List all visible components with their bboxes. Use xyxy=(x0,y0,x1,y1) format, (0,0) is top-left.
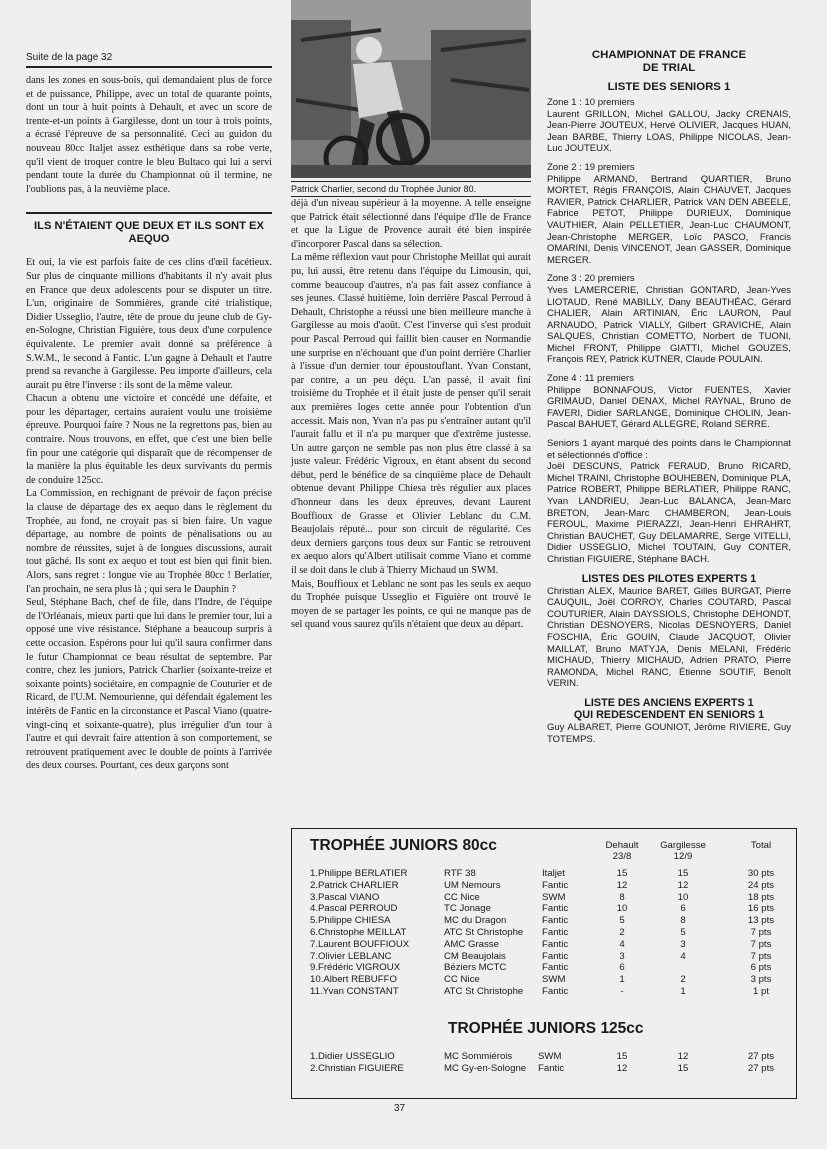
rider-brand: Fantic xyxy=(538,1063,565,1074)
rider-brand: Italjet xyxy=(542,868,565,879)
score-gargilesse: 4 xyxy=(680,950,686,962)
header-dehault-date: 23/8 xyxy=(612,851,632,862)
rider-name: 6.Christophe MEILLAT xyxy=(310,927,407,938)
zone-heading: Zone 2 : 19 premiers xyxy=(547,161,635,173)
score-gargilesse: 10 xyxy=(677,891,689,903)
article-column-middle xyxy=(291,0,531,632)
rider-brand: Fantic xyxy=(542,903,569,915)
header-dehault-label: Dehault xyxy=(605,840,639,851)
score-gargilesse: 12 xyxy=(677,1051,689,1062)
continuation-note: Suite de la page 32 xyxy=(26,52,272,68)
article-paragraph: Seul, Stéphane Bach, chef de file, dans l'Indre, de l'équipe de l'Orléanais, mieux parti que lui dans le premier tour, lui a opposé une vive résistance. Stéphane a beaucoup surpris à cette occasion. Espérons pour lui qu'il saura confirmer dans le futur Championnat ce beau résultat de septembre. Par contre, chez les juniors, Patrick Charlier (soixante-treize et soixante points) sociétaire, en compagnie de Couturier et de Ricard, de l'U.M. Nemourienne, qui défendait également les intérêts de Fantic en la circonstance et Pascal Viano (quatre-vingt-cinq et soixante-quatre), plus irrégulier d'un tour à l'autre et qui devrait faire attention à son comportement, se retrouvent pratiquement avec le double de points à l'arrivée des deux courses. Pourtant, ces deux garçons sont xyxy=(26,597,272,772)
total-points: 18 pts xyxy=(747,891,775,903)
score-dehault: 1 xyxy=(619,974,625,986)
score-gargilesse: 15 xyxy=(677,1063,689,1074)
anciens-list: Guy ALBARET, Pierre GOUNIOT, Jérôme RIVIERE, Guy TOTEMPS. xyxy=(547,721,791,745)
rider-photo xyxy=(291,0,531,178)
article-paragraph: Chacun a obtenu une victoire et concédé une défaite, et pour les départager, certains auraient voulu une troisième épreuve. Pourquoi faire ? Nous ne la regrettons pas, bien au contraire. Nous trouvons, en effet, que c'est une bien belle fin pour une catégorie qui disparaît que de récompenser de la manière la plus équitable les deux survivants du permis de conduire 125cc. xyxy=(26,393,272,486)
total-points: 30 pts xyxy=(747,868,775,879)
rider-name: 1.Didier USSEGLIO xyxy=(310,1051,395,1062)
anciens-title-line2: QUI REDESCENDENT EN SENIORS 1 xyxy=(573,708,765,721)
total-points: 7 pts xyxy=(750,938,772,950)
zone-1-list xyxy=(547,97,791,155)
rider-club: CM Beaujolais xyxy=(444,950,506,962)
rider-name: 3.Pascal VIANO xyxy=(310,891,380,903)
score-dehault: 5 xyxy=(619,915,625,927)
rider-brand: Fantic xyxy=(542,879,569,891)
experts-list-title: LISTES DES PILOTES EXPERTS 1 xyxy=(581,572,757,585)
score-gargilesse: 3 xyxy=(680,938,686,950)
rider-name: 7.Laurent BOUFFIOUX xyxy=(310,938,410,950)
seniors-list-title: LISTE DES SENIORS 1 xyxy=(607,81,731,93)
seniors-riders: Joël DESCUNS, Patrick FERAUD, Bruno RICARD, Michel TRAINI, Christophe BOUHEBEN, Dominique PLA, Patrice ROBERT, Philippe BERLATIER, Philippe RANC, Yvan LANDRIEU, Jean-Luc BALANCA, Jean-Marc BRETON, Jean-Marc CHAMBERON, Jean-Louis FEROUL, Maxime PIERAZZI, Jean-Henri EHRAHRT, Christian BAUCHET, Guy DELAMARRE, Serge VITELLI, Didier USSEGLIO, Michel TOUTAIN, Guy CONTER, Christian FIGUIERE, Stéphane BACH. xyxy=(547,461,791,565)
article-subheading: ILS N'ÉTAIENT QUE DEUX ET ILS SONT EX AEQUO xyxy=(26,212,272,246)
zone-3-list xyxy=(547,273,791,366)
rider-name: 9.Frédéric VIGROUX xyxy=(310,962,401,974)
score-dehault: 12 xyxy=(616,879,628,891)
article-paragraph: La Commission, en rechignant de prévoir de façon précise la clause de départage des ex aequo dans le règlement du Trophée, au fond, ne croyait pas si bien faire. Un vague départage, au nombre de points de pénalisations ou au nombre de réussites, sujet à de longues discussions, aurait tout gâché. Ils sont ex aequo et tout est bien qui finit bien. Alors, sans regret : longue vie au Trophée 80cc ! Berlatier, l'an prochain, ne sera plus là ; qui sera le Dauphin ? xyxy=(26,488,272,595)
score-gargilesse: 5 xyxy=(680,927,686,938)
score-dehault: 8 xyxy=(619,891,625,903)
rider-club: RTF 38 xyxy=(444,868,476,879)
rider-name: 7.Olivier LEBLANC xyxy=(310,950,392,962)
rider-name: 11.Yvan CONSTANT xyxy=(310,986,399,997)
rider-club: UM Nemours xyxy=(444,879,501,891)
score-gargilesse: 1 xyxy=(680,986,686,997)
rider-club: Béziers MCTC xyxy=(444,962,507,974)
rider-brand: SWM xyxy=(538,1051,562,1062)
total-points: 27 pts xyxy=(747,1063,775,1074)
photo-caption: Patrick Charlier, second du Trophée Junior 80. xyxy=(291,181,531,197)
championship-title-line1: CHAMPIONNAT DE FRANCE xyxy=(591,49,747,61)
championship-title-line2: DE TRIAL xyxy=(642,62,696,74)
article-paragraph: Et oui, la vie est parfois faite de ces clins d'œil facétieux. Sur plus de cinquante millions d'habitants il n'y avait plus en France que deux adolescents pour se disputer un titre. L'un, originaire de Sommières, grande cité trialistique, Didier Usseglio, l'autre, tête de proue du jeune club de Gy-en-Sologne, Christian Figuière, tous deux d'une corpulence équivalente. Le premier avait donné sa préférence à S.W.M., le second à Fantic. L'un gagne à Dehault et l'autre prend sa revanche à Gargilesse. Peu importe d'ailleurs, cela aurait pu être l'inverse : ils sont de la même valeur. xyxy=(26,257,272,391)
score-gargilesse: 6 xyxy=(680,903,686,915)
rider-brand: Fantic xyxy=(542,950,569,962)
zone-heading: Zone 1 : 10 premiers xyxy=(547,97,635,108)
zone-4-list xyxy=(547,373,791,431)
score-dehault: - xyxy=(620,986,624,997)
header-gargilesse-label: Gargilesse xyxy=(660,840,706,851)
article-paragraph: Mais, Bouffioux et Leblanc ne sont pas les seuls ex aequo du Trophée puisque Usseglio et Figuière ont trouvé le moyen de se partager les points, ce qui ne manque pas de sel quand vous saurez qu'ils n'étaient que deux au départ. xyxy=(291,578,531,631)
rider-club: CC Nice xyxy=(444,974,480,986)
rider-name: 5.Philippe CHIESA xyxy=(310,915,391,927)
zone-riders: Laurent GRILLON, Michel GALLOU, Jacky CRENAIS, Jean-Pierre JOUTEUX, Hervé OLIVIER, Jacques HUAN, Jean BARBE, Thierry LOAS, Philippe NICOLAS, Jean-Luc JOUTEUX. xyxy=(547,108,791,155)
total-points: 16 pts xyxy=(747,903,775,915)
header-gargilesse-date: 12/9 xyxy=(673,851,693,862)
score-dehault: 4 xyxy=(619,938,625,950)
rider-name: 2.Patrick CHARLIER xyxy=(310,879,399,891)
rider-club: MC Sommiérois xyxy=(444,1051,513,1062)
total-points: 7 pts xyxy=(750,927,772,938)
zone-heading: Zone 3 : 20 premiers xyxy=(547,273,635,285)
total-points: 7 pts xyxy=(750,950,772,962)
zone-riders: Philippe ARMAND, Bertrand QUARTIER, Bruno MORTET, Régis FRANÇOIS, Alain CHAUVET, Jacques RAVIER, Patrick CHARLIER, Patrick VAN DEN ABEELE, Fabrice PETOT, Philippe DURIEUX, Dominique VAUTHIER, Alain PELLETIER, Jean-Luc CHAUMONT, Jean-Christophe MERGER, Loïc PASCO, Francis OMARINI, Denis VINCENOT, Jean GASSER, Dominique MERGER. xyxy=(547,173,791,266)
rider-club: ATC St Christophe xyxy=(444,927,524,938)
results-box xyxy=(291,828,797,1099)
score-gargilesse: 15 xyxy=(677,868,689,879)
rider-club: CC Nice xyxy=(444,891,480,903)
article-paragraph: La même réflexion vaut pour Christophe Meillat qui aurait pu, lui aussi, être retenu dans l'équipe du Limousin, qui, comme beaucoup d'autres, n'a pas fait assez confiance à ses jeunes. Classé huitième, loin derrière Pascal Perroud à Dehault, Christophe a réussi une bien meilleure manche à Gargilesse au mois d'août. C'est l'inverse qui s'est produit pour Pascal Perroud qui faillit bien causer en Normandie une surprise en n'échouant que d'un point derrière Charlier à l'issue d'un dernier tour époustouflant. Yvan Constant, par contre, a un peu déçu. L'an passé, il avait fini troisième du Trophée et il était juste de penser qu'il serait aux premières loges cette année pour l'obtention d'un accessit. Mais non, Yvan n'a pas pu s'entraîner autant qu'il l'aurait fallu et il n'a pu marquer que d'extrême justesse. Un autre garçon ne semble pas non plus être classé à sa juste valeur. Frédéric Vigroux, en étant absent du second début, perd le bénéfice de sa cinquième place de Dehault obtenue devant Philippe Chiesa très régulier aux places d'honneur dans les deux épreuves, devant Laurent Bouffioux de Grasse et Olivier Leblanc du C.M. Beaujolais réputé... pour son circuit de régularité. Ces deux derniers garçons tous deux sur Fantic se retrouvent ex aequo alors qu'Albert utilisait comme Viano et comme il se doit dans le club à Thierry Michaud un SWM. xyxy=(291,252,531,577)
score-gargilesse: 2 xyxy=(680,974,686,986)
rider-name: 4.Pascal PERROUD xyxy=(310,903,398,915)
score-dehault: 3 xyxy=(619,950,625,962)
article-paragraph: déjà d'un niveau supérieur à la moyenne. A telle enseigne que Patrick était sélectionné dans l'équipe d'Ile de France et que la Ligue de Provence aurait été bien inspirée d'incorporer Pascal dans sa sélection. xyxy=(291,198,531,250)
rider-name: 10.Albert REBUFFO xyxy=(310,974,397,986)
header-gargilesse xyxy=(648,840,718,862)
rider-club: TC Jonage xyxy=(444,903,491,915)
total-points: 3 pts xyxy=(750,974,772,986)
score-dehault: 12 xyxy=(616,1063,628,1074)
rider-brand: Fantic xyxy=(542,938,569,950)
rider-brand: SWM xyxy=(542,974,566,986)
score-gargilesse: 8 xyxy=(680,915,686,927)
championship-lists-column xyxy=(547,0,791,752)
total-points: 27 pts xyxy=(747,1051,775,1062)
zone-2-list xyxy=(547,162,791,266)
trophy-125-title: TROPHÉE JUNIORS 125cc xyxy=(448,1020,644,1037)
rider-brand: SWM xyxy=(542,891,566,903)
experts-list: Christian ALEX, Maurice BARET, Gilles BURGAT, Pierre CAUQUIL, Joël CORROY, Charles COUTARD, Pascal COUTURIER, Alain DAYSSIOLS, Christophe DEHONDT, Christian DESNOYERS, Nicolas DESNOYERS, Daniel FOSCHIA, Éric GOUIN, Claude JACQUOT, Olivier MAILLAT, Bruno MATYJA, Denis MELANI, Frédéric MICHAUD, Thierry MICHAUD, Adrien PRATO, Pierre RAMONDA, Michel RANC, Étienne SOUTIF, Benoît VERIN. xyxy=(547,585,791,690)
score-dehault: 15 xyxy=(616,868,628,879)
seniors-selected-list xyxy=(547,438,791,566)
score-dehault: 6 xyxy=(619,962,625,974)
rider-club: AMC Grasse xyxy=(444,938,499,950)
score-dehault: 10 xyxy=(616,903,628,915)
article-paragraph: dans les zones en sous-bois, qui demandaient plus de force et de puissance, Philippe, avec un total de quarante points, dont un tour à huit points à Dehault, et avec un score de trente-et-un points à Gargilesse, dont un tour à trois points, a écrasé l'épreuve de sa personnalité. Ceci au guidon du nouveau 80cc Italjet assez esthétique dans sa robe verte, qu'il vient de troquer contre le bleu Bultaco qui lui a servi pendant toute la durée du Championnat où il termine, ne l'oublions pas, à la neuvième place. xyxy=(26,75,272,195)
total-points: 1 pt xyxy=(752,986,769,997)
page-number: 37 xyxy=(394,1103,406,1114)
rider-name: 1.Philippe BERLATIER xyxy=(310,868,408,879)
score-gargilesse: 12 xyxy=(677,879,689,891)
championship-title xyxy=(547,49,791,75)
rider-name: 2.Christian FIGUIERE xyxy=(310,1063,404,1074)
rider-club: MC Gy-en-Sologne xyxy=(444,1063,527,1074)
anciens-title-line1: LISTE DES ANCIENS EXPERTS 1 xyxy=(584,696,754,709)
total-points: 13 pts xyxy=(747,915,775,927)
score-dehault: 2 xyxy=(619,927,625,938)
rider-club: MC du Dragon xyxy=(444,915,507,927)
rider-brand: Fantic xyxy=(542,927,569,938)
total-points: 6 pts xyxy=(750,962,772,974)
rider-brand: Fantic xyxy=(542,986,569,997)
motorcycle-trial-image xyxy=(291,0,531,178)
trophy-80-title: TROPHÉE JUNIORS 80cc xyxy=(310,837,497,854)
zone-riders: Philippe BONNAFOUS, Victor FUENTES, Xavier GRIMAUD, Daniel DENAX, Michel RAYNAL, Bruno de FAVERI, Didier SARLANGE, Dominique CHOLIN, Jean-Pascal BAHUET, Gérard ALLEGRE, Roland SERRE. xyxy=(547,384,791,431)
total-points: 24 pts xyxy=(747,879,775,891)
zone-riders: Yves LAMERCERIE, Christian GONTARD, Jean-Yves LIOTAUD, René MABILLY, Dany BEAUTHÉAC, Gérard CHALIER, Alain ARTINIAN, Éric LAURON, Paul ARNAUDO, Patrick VIALLY, Gilbert GRAVICHE, Alain SALQUES, Christian COMETTO, Norbert de TUONI, Michel FRONT, Philippe GIATTI, Michel GOUZES, François REY, Patrick KUTNER, Claude POULAIN. xyxy=(547,284,791,366)
header-dehault xyxy=(592,840,652,862)
rider-brand: Fantic xyxy=(542,915,569,927)
rider-brand: Fantic xyxy=(542,962,569,974)
rider-club: ATC St Christophe xyxy=(444,986,524,997)
anciens-list-title xyxy=(547,697,791,721)
zone-heading: Zone 4 : 11 premiers xyxy=(547,373,634,385)
seniors-note: Seniors 1 ayant marqué des points dans le Championnat et sélectionnés d'office : xyxy=(547,438,791,461)
header-total: Total xyxy=(750,840,772,851)
score-dehault: 15 xyxy=(616,1051,628,1062)
article-column-left xyxy=(26,0,272,773)
